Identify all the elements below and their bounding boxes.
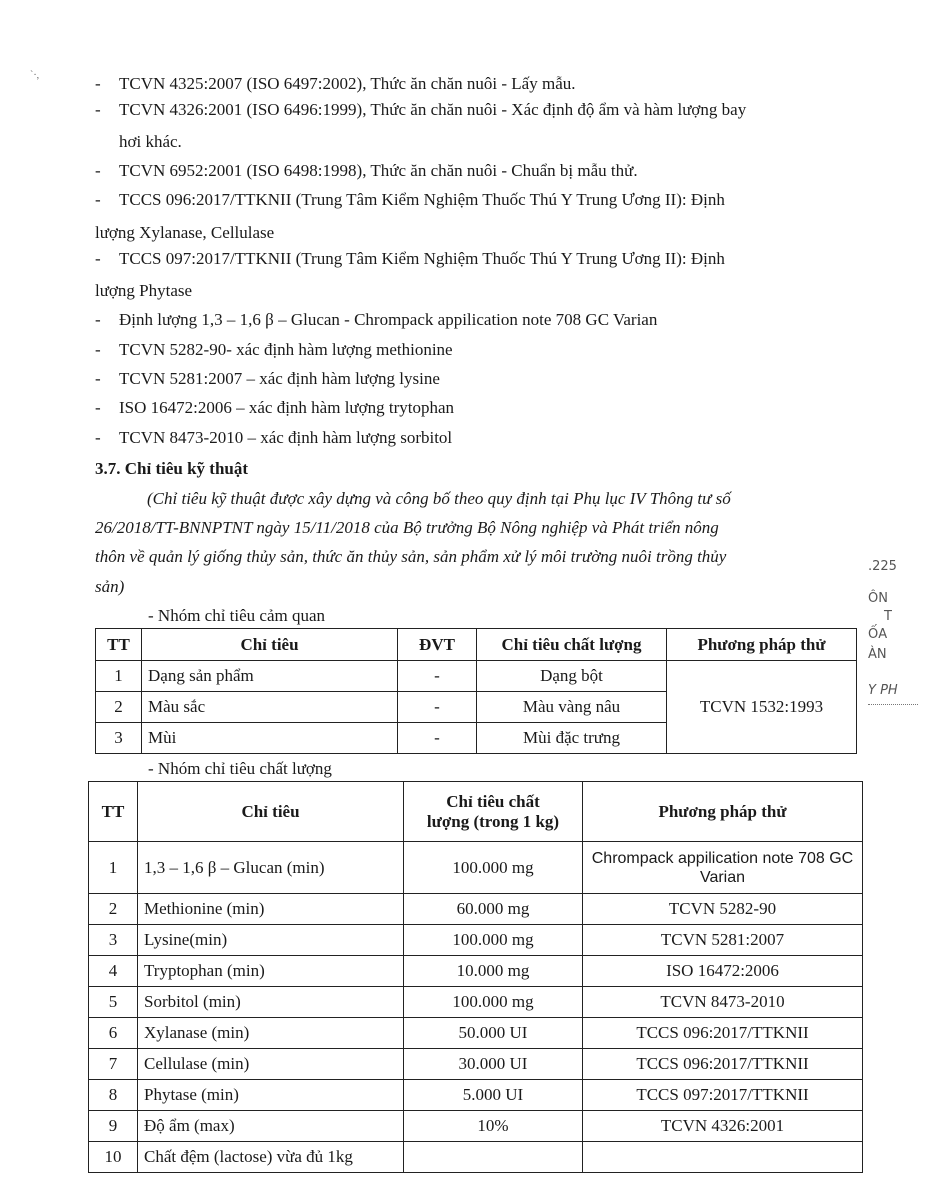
table-row — [89, 1111, 863, 1142]
edge-stamp-fragment: .225 — [868, 559, 897, 574]
table-row — [89, 842, 863, 894]
table-row — [89, 1080, 863, 1111]
edge-stamp-fragment: ÀN — [868, 647, 887, 662]
reference-item: - TCVN 8473-2010 – xác định hàm lượng sorbitol — [95, 428, 453, 447]
reference-item: - TCCS 096:2017/TTKNII (Trung Tâm Kiểm Nghiệm Thuốc Thú Y Trung Ương II): Định — [95, 190, 725, 209]
cell-value: 100.000 mg — [404, 925, 583, 956]
quality-group-label: - Nhóm chỉ tiêu chất lượng — [148, 759, 332, 778]
intro-line: (Chỉ tiêu kỹ thuật được xây dựng và công bố theo quy định tại Phụ lục IV Thông tư số — [147, 489, 731, 508]
cell-method: TCVN 4326:2001 — [583, 1111, 863, 1142]
cell-tt: 1 — [96, 661, 142, 692]
cell-unit: - — [398, 661, 477, 692]
cell-method — [583, 1142, 863, 1173]
table-header-row — [96, 629, 857, 661]
cell-criterion: Chất đệm (lactose) vừa đủ 1kg — [138, 1142, 404, 1173]
cell-criterion: Xylanase (min) — [138, 1018, 404, 1049]
cell-method: ISO 16472:2006 — [583, 956, 863, 987]
sensory-table — [95, 628, 857, 754]
cell-tt: 4 — [89, 956, 138, 987]
cell-value: 10.000 mg — [404, 956, 583, 987]
cell-criterion: Mùi — [142, 723, 398, 754]
cell-criterion: Tryptophan (min) — [138, 956, 404, 987]
reference-item-continuation: lượng Phytase — [95, 281, 193, 300]
header-value — [404, 782, 583, 842]
edge-stamp-fragment: ÔN — [868, 591, 888, 606]
header-method: Phương pháp thử — [583, 782, 863, 842]
cell-value: 30.000 UI — [404, 1049, 583, 1080]
cell-tt: 6 — [89, 1018, 138, 1049]
cell-criterion: Dạng sản phẩm — [142, 661, 398, 692]
cell-method: TCVN 8473-2010 — [583, 987, 863, 1018]
table-header-row — [89, 782, 863, 842]
table-row — [89, 987, 863, 1018]
table-row — [96, 661, 857, 692]
cell-method: TCVN 1532:1993 — [667, 661, 857, 754]
cell-criterion: 1,3 – 1,6 β – Glucan (min) — [138, 842, 404, 894]
scan-speck: ˋ·, — [30, 70, 40, 81]
intro-line: 26/2018/TT-BNNPTNT ngày 15/11/2018 của Bộ trưởng Bộ Nông nghiệp và Phát triển nông — [95, 518, 719, 537]
cell-criterion: Màu sắc — [142, 692, 398, 723]
quality-table — [88, 781, 863, 1173]
cell-tt: 8 — [89, 1080, 138, 1111]
table-row — [89, 894, 863, 925]
edge-divider — [868, 704, 918, 705]
section-title: 3.7. Chỉ tiêu kỹ thuật — [95, 459, 249, 478]
header-method: Phương pháp thử — [667, 629, 857, 661]
cell-value — [404, 1142, 583, 1173]
intro-line: thôn về quản lý giống thủy sản, thức ăn thủy sản, sản phẩm xử lý môi trường nuôi trồng thủy — [95, 547, 727, 566]
reference-item: - Định lượng 1,3 – 1,6 β – Glucan - Chrompack appilication note 708 GC Varian — [95, 310, 658, 329]
cell-method: TCCS 097:2017/TTKNII — [583, 1080, 863, 1111]
cell-quality: Màu vàng nâu — [477, 692, 667, 723]
table-row — [89, 1018, 863, 1049]
cell-tt: 10 — [89, 1142, 138, 1173]
header-value-line: lượng (trong 1 kg) — [426, 811, 560, 831]
edge-stamp-fragment: ỐA — [868, 627, 888, 642]
cell-criterion: Độ ẩm (max) — [138, 1111, 404, 1142]
table-row — [89, 1049, 863, 1080]
reference-item-continuation: hơi khác. — [119, 132, 182, 151]
cell-tt: 1 — [89, 842, 138, 894]
header-value-line: Chỉ tiêu chất — [446, 791, 540, 811]
cell-value: 10% — [404, 1111, 583, 1142]
cell-value: 60.000 mg — [404, 894, 583, 925]
cell-tt: 3 — [96, 723, 142, 754]
cell-tt: 2 — [96, 692, 142, 723]
cell-tt: 9 — [89, 1111, 138, 1142]
table-row — [89, 925, 863, 956]
header-criterion: Chỉ tiêu — [138, 782, 404, 842]
cell-quality: Mùi đặc trưng — [477, 723, 667, 754]
cell-value: 5.000 UI — [404, 1080, 583, 1111]
cell-method: TCVN 5281:2007 — [583, 925, 863, 956]
cell-criterion: Methionine (min) — [138, 894, 404, 925]
cell-value: 100.000 mg — [404, 987, 583, 1018]
cell-method: TCCS 096:2017/TTKNII — [583, 1018, 863, 1049]
edge-stamp-fragment: Y PH — [868, 683, 898, 698]
reference-item: - TCVN 5282-90- xác định hàm lượng methionine — [95, 340, 453, 359]
cell-quality: Dạng bột — [477, 661, 667, 692]
reference-item: - TCCS 097:2017/TTKNII (Trung Tâm Kiểm Nghiệm Thuốc Thú Y Trung Ương II): Định — [95, 249, 725, 268]
cell-unit: - — [398, 723, 477, 754]
cell-value: 100.000 mg — [404, 842, 583, 894]
cell-criterion: Sorbitol (min) — [138, 987, 404, 1018]
cell-method: Chrompack appilication note 708 GC Varian — [583, 842, 863, 894]
cell-tt: 7 — [89, 1049, 138, 1080]
cell-criterion: Phytase (min) — [138, 1080, 404, 1111]
cell-method: TCCS 096:2017/TTKNII — [583, 1049, 863, 1080]
cell-unit: - — [398, 692, 477, 723]
reference-item-continuation: lượng Xylanase, Cellulase — [95, 223, 275, 242]
cell-value: 50.000 UI — [404, 1018, 583, 1049]
cell-method: TCVN 5282-90 — [583, 894, 863, 925]
reference-item: - ISO 16472:2006 – xác định hàm lượng trytophan — [95, 398, 455, 417]
cell-tt: 2 — [89, 894, 138, 925]
reference-item: - TCVN 6952:2001 (ISO 6498:1998), Thức ăn chăn nuôi - Chuẩn bị mẫu thử. — [95, 161, 638, 180]
table-row — [89, 956, 863, 987]
cell-criterion: Cellulase (min) — [138, 1049, 404, 1080]
cell-tt: 5 — [89, 987, 138, 1018]
table-row — [89, 1142, 863, 1173]
sensory-group-label: - Nhóm chỉ tiêu cảm quan — [148, 606, 326, 625]
reference-item: - TCVN 4326:2001 (ISO 6496:1999), Thức ăn chăn nuôi - Xác định độ ẩm và hàm lượng bay — [95, 100, 747, 119]
header-tt: TT — [96, 629, 142, 661]
reference-item: - TCVN 5281:2007 – xác định hàm lượng lysine — [95, 369, 440, 388]
cell-tt: 3 — [89, 925, 138, 956]
cell-criterion: Lysine(min) — [138, 925, 404, 956]
reference-item: - TCVN 4325:2007 (ISO 6497:2002), Thức ăn chăn nuôi - Lấy mẫu. — [95, 74, 576, 93]
intro-line: sản) — [95, 577, 125, 596]
header-unit: ĐVT — [398, 629, 477, 661]
edge-stamp-fragment: T — [884, 609, 892, 624]
header-tt: TT — [89, 782, 138, 842]
header-quality: Chỉ tiêu chất lượng — [477, 629, 667, 661]
header-criterion: Chỉ tiêu — [142, 629, 398, 661]
